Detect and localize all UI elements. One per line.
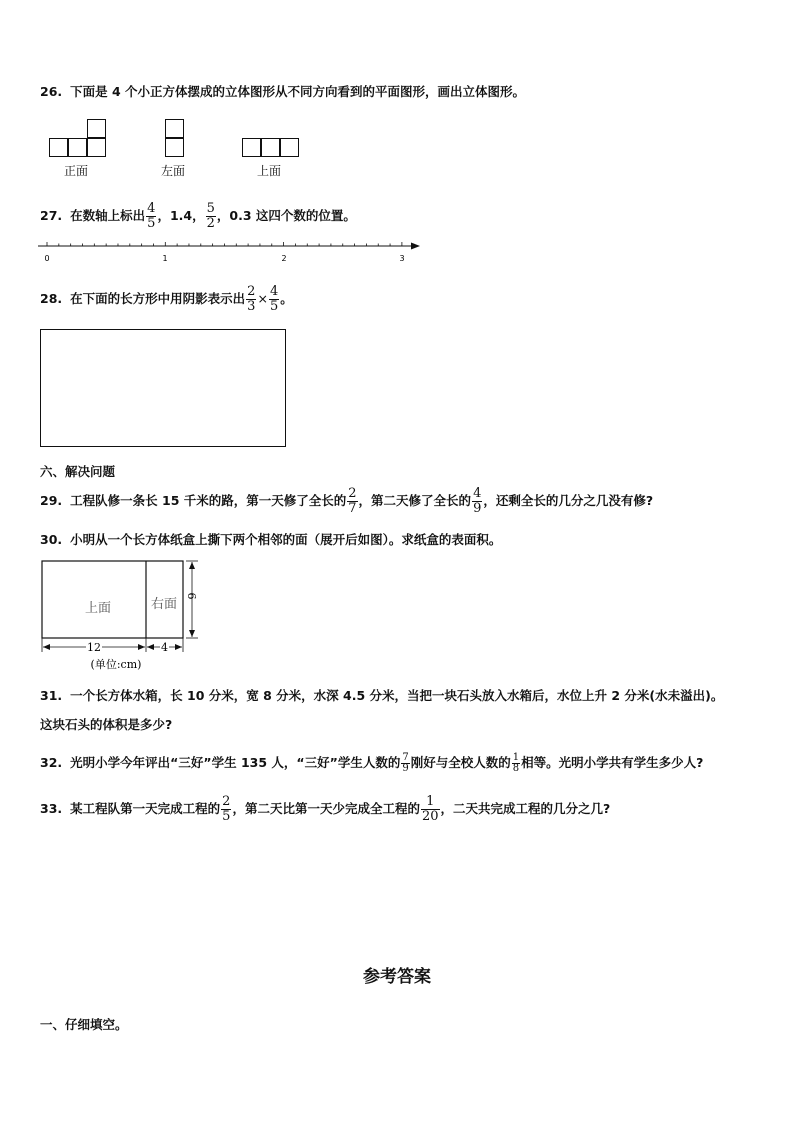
denominator: 9 xyxy=(473,501,482,516)
denominator: 5 xyxy=(222,809,231,824)
section-heading: 六、解决问题 xyxy=(40,464,116,479)
fraction xyxy=(206,202,216,231)
view-front xyxy=(49,119,109,159)
denominator: 2 xyxy=(206,216,215,231)
question-number: 32. xyxy=(40,755,63,770)
question-number: 27. xyxy=(40,208,63,223)
fraction xyxy=(347,487,357,516)
question-number: 26. xyxy=(40,84,63,99)
axis-label: 2 xyxy=(281,254,287,263)
height-label: 6 xyxy=(185,592,198,600)
text: 在下面的长方形中用阴影表示出 xyxy=(70,291,246,306)
question-28 xyxy=(40,285,293,314)
fraction xyxy=(512,753,520,774)
question-text: 小明从一个长方体纸盒上撕下两个相邻的面（展开后如图）。求纸盒的表面积。 xyxy=(70,532,502,547)
question-number: 30. xyxy=(40,532,63,547)
number-line xyxy=(36,236,426,266)
axis-ticks xyxy=(47,242,414,246)
fraction xyxy=(401,753,409,774)
axis-label: 3 xyxy=(399,254,405,263)
width-label: 4 xyxy=(161,641,168,654)
fraction xyxy=(246,285,256,314)
view-left xyxy=(165,119,185,159)
section-heading: 一、仔细填空。 xyxy=(40,1017,128,1032)
text: ，0.3 这四个数的位置。 xyxy=(216,208,356,223)
denominator: 5 xyxy=(269,299,279,314)
numerator: 2 xyxy=(348,486,357,501)
question-26 xyxy=(40,84,525,100)
top-face-label: 上面 xyxy=(84,601,112,616)
fraction xyxy=(269,285,279,314)
fraction xyxy=(221,795,231,824)
text: ，第二天比第一天少完成全工程的 xyxy=(232,801,420,816)
question-33 xyxy=(40,795,610,824)
axis-label: 1 xyxy=(162,254,168,263)
denominator: 8 xyxy=(512,763,520,774)
view-front-label: 正面 xyxy=(64,164,89,178)
numerator: 1 xyxy=(426,794,435,809)
numerator: 1 xyxy=(512,752,520,763)
question-27 xyxy=(40,202,356,231)
numerator: 7 xyxy=(402,752,409,763)
denominator: 3 xyxy=(247,299,256,314)
text: 工程队修一条长 15 千米的路，第一天修了全长的 xyxy=(70,493,347,508)
view-top-label: 上面 xyxy=(257,164,282,178)
text: 刚好与全校人数的 xyxy=(410,755,511,770)
text: 光明小学今年评出“三好”学生 135 人，“三好”学生人数的 xyxy=(70,755,401,770)
shading-rectangle[interactable] xyxy=(40,329,286,447)
question-32 xyxy=(40,753,703,774)
question-number: 31. xyxy=(40,688,63,703)
numerator: 2 xyxy=(222,794,231,809)
text: 。 xyxy=(280,291,293,306)
numerator: 4 xyxy=(269,284,279,299)
times-sign: × xyxy=(257,291,268,306)
text: 在数轴上标出 xyxy=(70,208,146,223)
fraction xyxy=(146,202,156,231)
axis-label: 0 xyxy=(44,254,50,263)
question-29 xyxy=(40,487,653,516)
numerator: 5 xyxy=(206,201,215,216)
view-left-label: 左面 xyxy=(161,164,186,178)
question-text: 一个长方体水箱，长 10 分米，宽 8 分米，水深 4.5 分米，当把一块石头放入水箱后，水位上升 2 分米(水未溢出)。 xyxy=(70,688,724,703)
denominator: 9 xyxy=(402,763,409,774)
text: ，第二天修了全长的 xyxy=(358,493,472,508)
question-31-line2: 这块石头的体积是多少? xyxy=(40,717,173,732)
fraction xyxy=(421,795,440,824)
question-number: 28. xyxy=(40,291,63,306)
unit-label: (单位:cm) xyxy=(90,658,142,671)
length-label: 12 xyxy=(87,641,101,654)
question-30 xyxy=(40,532,501,548)
text: ，1.4， xyxy=(157,208,205,223)
text: 相等。光明小学共有学生多少人? xyxy=(521,755,704,770)
denominator: 5 xyxy=(147,216,156,231)
denominator: 7 xyxy=(348,501,357,516)
question-text: 下面是 4 个小正方体摆成的立体图形从不同方向看到的平面图形，画出立体图形。 xyxy=(70,84,526,99)
answers-title: 参考答案 xyxy=(363,967,431,987)
numerator: 4 xyxy=(147,201,156,216)
box-net-diagram xyxy=(36,556,206,676)
text: 某工程队第一天完成工程的 xyxy=(70,801,221,816)
question-number: 33. xyxy=(40,801,63,816)
arrow-head xyxy=(411,243,420,250)
view-top xyxy=(242,138,302,158)
numerator: 2 xyxy=(247,284,256,299)
denominator: 20 xyxy=(421,809,439,824)
fraction xyxy=(472,487,482,516)
question-number: 29. xyxy=(40,493,63,508)
numerator: 4 xyxy=(473,486,482,501)
text: ，还剩全长的几分之几没有修? xyxy=(483,493,654,508)
text: ，二天共完成工程的几分之几? xyxy=(440,801,611,816)
right-face-label: 右面 xyxy=(150,597,178,612)
question-31 xyxy=(40,688,723,704)
